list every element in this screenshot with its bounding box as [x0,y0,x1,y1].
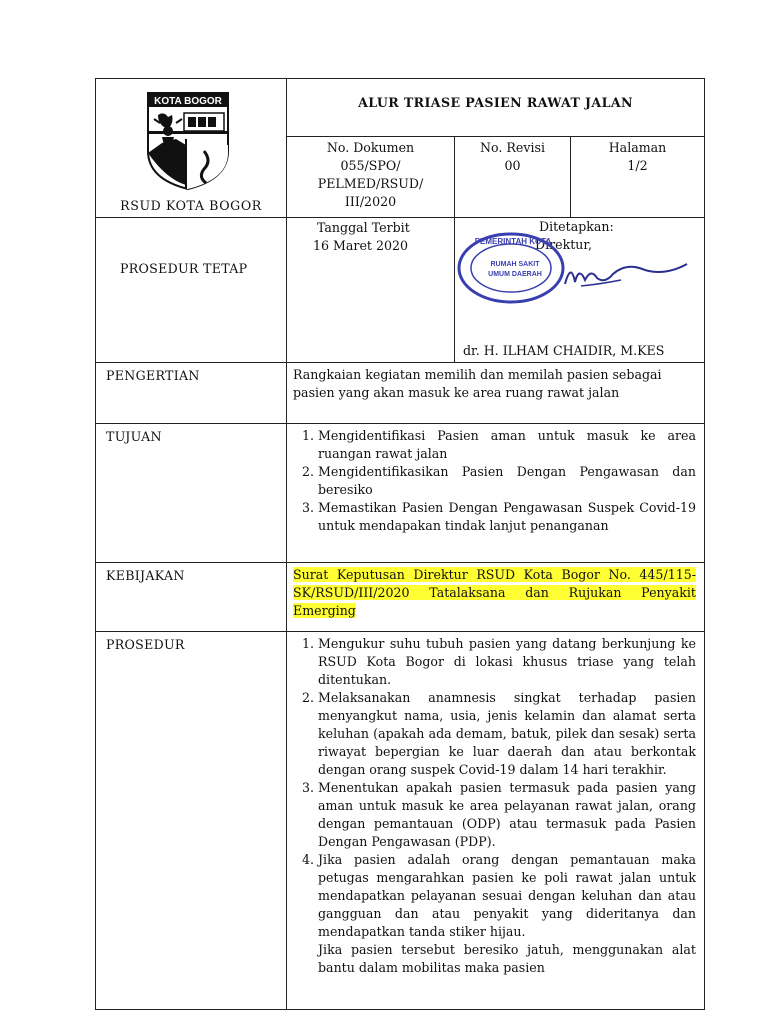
list-item: 3. Menentukan apakah pasien termasuk pada pasien yang aman untuk masuk ke area pelayanan rawat jalan, orang dengan pemantauan (ODP) atau termasuk pada Pasien Dengan Pengawasan (PDP). [318,779,696,851]
doc-number-line: PELMED/RSUD/ [317,176,424,191]
document-title: ALUR TRIASE PASIEN RAWAT JALAN [287,79,705,137]
hospital-name: RSUD KOTA BOGOR [120,198,262,213]
pengertian-content [287,363,705,424]
director-signature [561,254,691,294]
signatory-name: dr. H. ILHAM CHAIDIR, M.KES [463,343,665,358]
revision-cell [455,137,571,218]
stamp-line-1: RUMAH SAKIT [490,261,540,268]
doc-number-cell [287,137,455,218]
kebijakan-content [287,563,705,632]
list-item: 2. Mengidentifikasikan Pasien Dengan Pengawasan dan beresiko [318,463,696,499]
list-item: 1. Mengidentifikasi Pasien aman untuk masuk ke area ruangan rawat jalan [318,427,696,463]
issue-date: 16 Maret 2020 [313,238,409,253]
logo-text: KOTA BOGOR [154,96,222,107]
official-stamp [455,230,567,306]
tujuan-content [287,424,705,563]
set-label: Ditetapkan: [539,219,614,234]
doc-number-line: 055/SPO/ [340,158,401,173]
sop-table [95,78,705,1010]
issue-label: Tanggal Terbit [317,220,410,235]
tujuan-list [293,427,696,535]
prosedur-label: PROSEDUR [96,632,287,1010]
list-item: 1. Mengukur suhu tubuh pasien yang datang berkunjung ke RSUD Kota Bogor di lokasi khusus triase yang telah ditentukan. [318,635,696,689]
prosedur-content [287,632,705,1010]
pengertian-text: Rangkaian kegiatan memilih dan memilah pasien sebagai pasien yang akan masuk ke area ruang rawat jalan [293,367,662,400]
list-item: 3. Memastikan Pasien Dengan Pengawasan Suspek Covid-19 untuk mendapakan tindak lanjut penanganan [318,499,696,535]
approval-cell [455,218,705,363]
kota-bogor-crest-logo [146,91,230,191]
list-item: 4. Jika pasien adalah orang dengan pemantauan maka petugas mengarahkan pasien ke poli rawat jalan untuk mendapatkan pelayanan sesuai dengan keluhan dan atau gangguan dan atau penyakit yang dideritanya dan mendapatkan tanda stiker hijau. [318,851,696,941]
doc-number-label: No. Dokumen [326,140,415,155]
kebijakan-label: KEBIJAKAN [96,563,287,632]
issue-cell [287,218,455,363]
tujuan-label: TUJUAN [96,424,287,563]
protap-label: PROSEDUR TETAP [96,218,287,363]
kebijakan-text: Surat Keputusan Direktur RSUD Kota Bogor No. 445/115-SK/RSUD/III/2020 Tatalaksana dan Rujukan Penyakit Emerging [293,567,696,618]
role-label: Direktur, [535,237,593,252]
revision-value: 00 [504,158,521,173]
page-label: Halaman [608,140,667,155]
page-cell [571,137,705,218]
list-item: 2. Melaksanakan anamnesis singkat terhadap pasien menyangkut nama, usia, jenis kelamin dan alamat serta keluhan (apakah ada demam, batuk, pilek dan sesak) serta riwayat bepergian ke luar daerah dan atau berkontak dengan orang suspek Covid-19 dalam 14 hari terakhir. [318,689,696,779]
stamp-line-2: UMUM DAERAH [488,271,542,278]
logo-cell [96,79,287,218]
page-value: 1/2 [627,158,648,173]
revision-label: No. Revisi [480,140,545,155]
doc-number-line: III/2020 [344,194,397,209]
stamp-top-text: PEMERINTAH KOTA [474,237,552,246]
prosedur-list [293,635,696,941]
prosedur-continuation: Jika pasien tersebut beresiko jatuh, menggunakan alat bantu dalam mobilitas maka pasien [318,942,696,975]
pengertian-label: PENGERTIAN [96,363,287,424]
